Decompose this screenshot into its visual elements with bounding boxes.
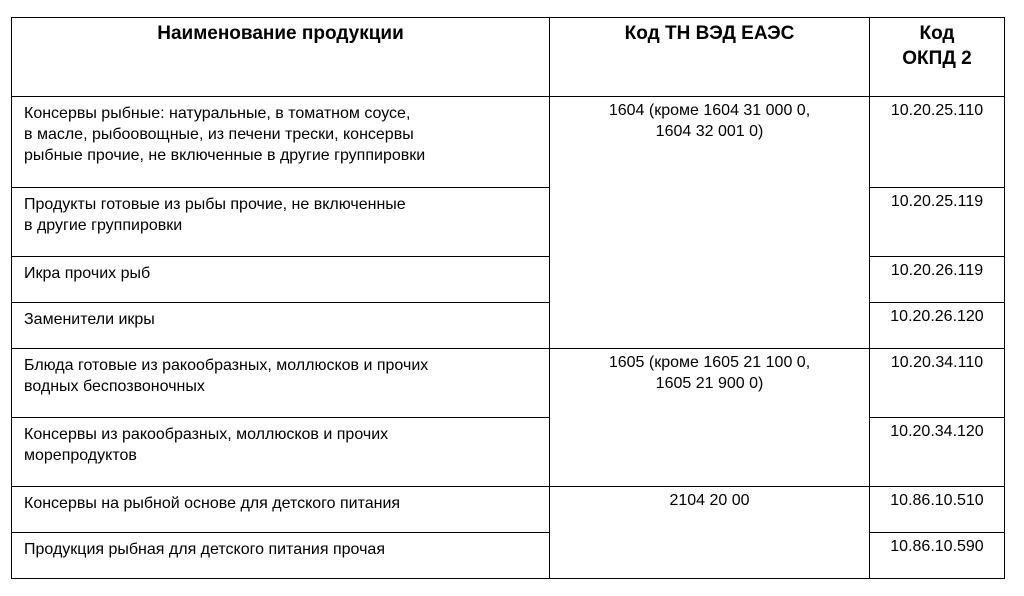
product-name-cell xyxy=(12,418,550,487)
product-name-line: морепродуктов xyxy=(24,447,137,464)
header-okpd-line2: ОКПД 2 xyxy=(902,48,972,69)
tn-ved-code-line: 1604 (кроме 1604 31 000 0, xyxy=(608,102,811,119)
header-tn-ved-code-text: Код ТН ВЭД ЕАЭС xyxy=(624,23,795,44)
product-name-line: Продукты готовые из рыбы прочие, не включенные xyxy=(24,196,406,213)
okpd-code-cell: 10.20.25.110 xyxy=(870,97,1005,188)
product-name-line: Консервы на рыбной основе для детского питания xyxy=(24,495,401,512)
product-name-line: в другие группировки xyxy=(24,217,183,234)
header-product-name xyxy=(12,18,550,97)
table-row xyxy=(12,487,1005,533)
product-name-cell xyxy=(12,487,550,533)
table-row xyxy=(12,349,1005,418)
header-okpd-code xyxy=(870,18,1005,97)
okpd-code-cell: 10.20.25.119 xyxy=(870,188,1005,257)
product-name-line: Консервы из ракообразных, моллюсков и прочих xyxy=(24,426,389,443)
product-name-line: Заменители икры xyxy=(24,311,155,328)
product-name-line: Блюда готовые из ракообразных, моллюсков и прочих xyxy=(24,357,429,374)
header-tn-ved-code xyxy=(550,18,870,97)
product-name-cell xyxy=(12,257,550,303)
product-name-cell xyxy=(12,97,550,188)
product-name-line: Продукция рыбная для детского питания прочая xyxy=(24,541,385,558)
table-row xyxy=(12,97,1005,188)
okpd-code-cell: 10.86.10.590 xyxy=(870,533,1005,579)
product-name-cell xyxy=(12,349,550,418)
product-name-cell xyxy=(12,303,550,349)
okpd-code-cell: 10.86.10.510 xyxy=(870,487,1005,533)
product-name-line: Икра прочих рыб xyxy=(24,265,151,282)
okpd-code-cell: 10.20.34.110 xyxy=(870,349,1005,418)
tn-ved-code-line: 1605 21 900 0) xyxy=(655,375,764,392)
tn-ved-code-line: 2104 20 00 xyxy=(669,492,750,509)
products-table xyxy=(11,17,1005,579)
tn-ved-code-cell xyxy=(550,97,870,349)
tn-ved-code-line: 1605 (кроме 1605 21 100 0, xyxy=(608,354,811,371)
tn-ved-code-line: 1604 32 001 0) xyxy=(655,123,764,140)
product-name-line: рыбные прочие, не включенные в другие группировки xyxy=(24,147,426,164)
product-name-line: водных беспозвоночных xyxy=(24,378,205,395)
tn-ved-code-cell xyxy=(550,487,870,579)
header-okpd-line1: Код xyxy=(919,23,955,44)
okpd-code-cell: 10.20.26.119 xyxy=(870,257,1005,303)
tn-ved-code-cell xyxy=(550,349,870,487)
product-name-line: в масле, рыбоовощные, из печени трески, консервы xyxy=(24,126,414,143)
header-row xyxy=(12,18,1005,97)
okpd-code-cell: 10.20.26.120 xyxy=(870,303,1005,349)
product-name-cell xyxy=(12,533,550,579)
product-name-line: Консервы рыбные: натуральные, в томатном соусе, xyxy=(24,105,411,122)
okpd-code-cell: 10.20.34.120 xyxy=(870,418,1005,487)
header-product-name-text: Наименование продукции xyxy=(157,23,404,44)
product-name-cell xyxy=(12,188,550,257)
